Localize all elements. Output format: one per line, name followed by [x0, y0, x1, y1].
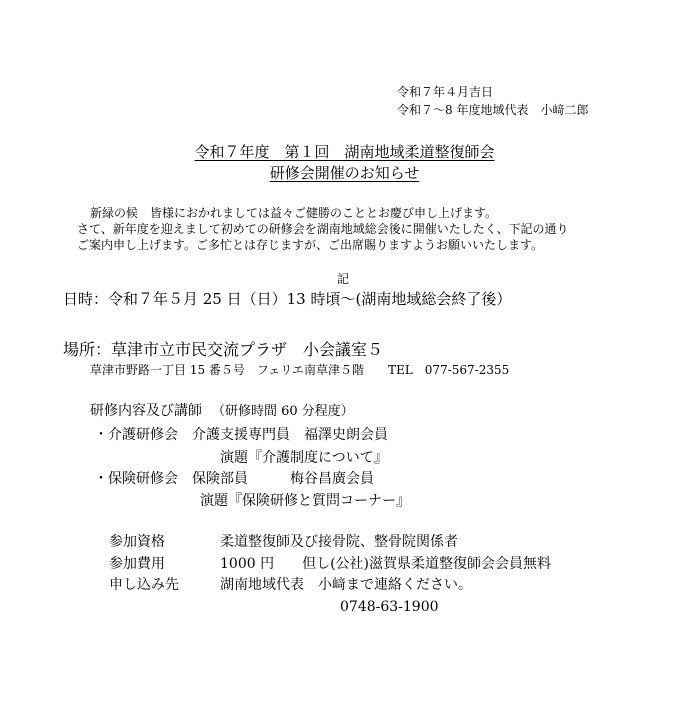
greeting-line-3: ご案内申し上げます。ご多忙とは存じますが、ご出席賜りますようお願いいたします。	[77, 238, 544, 252]
training-item-2: ・保険研修会 保険部員 梅谷昌廣会員	[94, 471, 374, 487]
qualification-value: 柔道整復師及び接骨院、整骨院関係者	[220, 534, 458, 550]
contact-phone: 0748-63-1900	[340, 599, 439, 615]
content-duration: （研修時間 60 分程度）	[212, 404, 354, 419]
training-item-1: ・介護研修会 介護支援専門員 福澤史朗会員	[94, 427, 388, 443]
venue-address: 草津市野路一丁目 15 番５号 フェリエ南草津５階 TEL 077-567-2355	[90, 363, 510, 377]
venue: 場所：草津市立市民交流プラザ 小会議室５	[63, 340, 384, 359]
training-item-2-topic: 演題『保険研修と質問コーナー』	[200, 493, 410, 509]
issue-date: 令和７年４月吉日	[397, 85, 494, 99]
apply-value: 湖南地域代表 小﨑まで連絡ください。	[220, 577, 472, 593]
content-heading-row	[90, 402, 354, 421]
event-datetime: 日時：令和７年５月 25 日（日）13 時頃～(湖南地域総会終了後）	[63, 290, 512, 308]
training-item-1-topic: 演題『介護制度について』	[220, 450, 388, 466]
content-heading: 研修内容及び講師	[90, 403, 202, 419]
title-line-1: 令和７年度 第１回 湖南地域柔道整復師会	[194, 143, 495, 161]
greeting-line-1: 新緑の候 皆様におかれましては益々ご健勝のこととお慶び申し上げます。	[90, 206, 498, 220]
sender: 令和７～8 年度地域代表 小﨑二郎	[397, 103, 589, 117]
apply-label: 申し込み先	[109, 577, 179, 593]
fee-label: 参加費用	[109, 556, 165, 572]
fee-value: 1000 円 但し(公社)滋賀県柔道整復師会会員無料	[220, 556, 552, 572]
greeting-line-2: さて、新年度を迎えまして初めての研修会を湖南地域総会後に開催いたしたく、下記の通り	[77, 222, 569, 236]
qualification-label: 参加資格	[109, 534, 165, 550]
title-line-2: 研修会開催のお知らせ	[269, 164, 420, 182]
ki-mark: 記	[337, 272, 350, 286]
